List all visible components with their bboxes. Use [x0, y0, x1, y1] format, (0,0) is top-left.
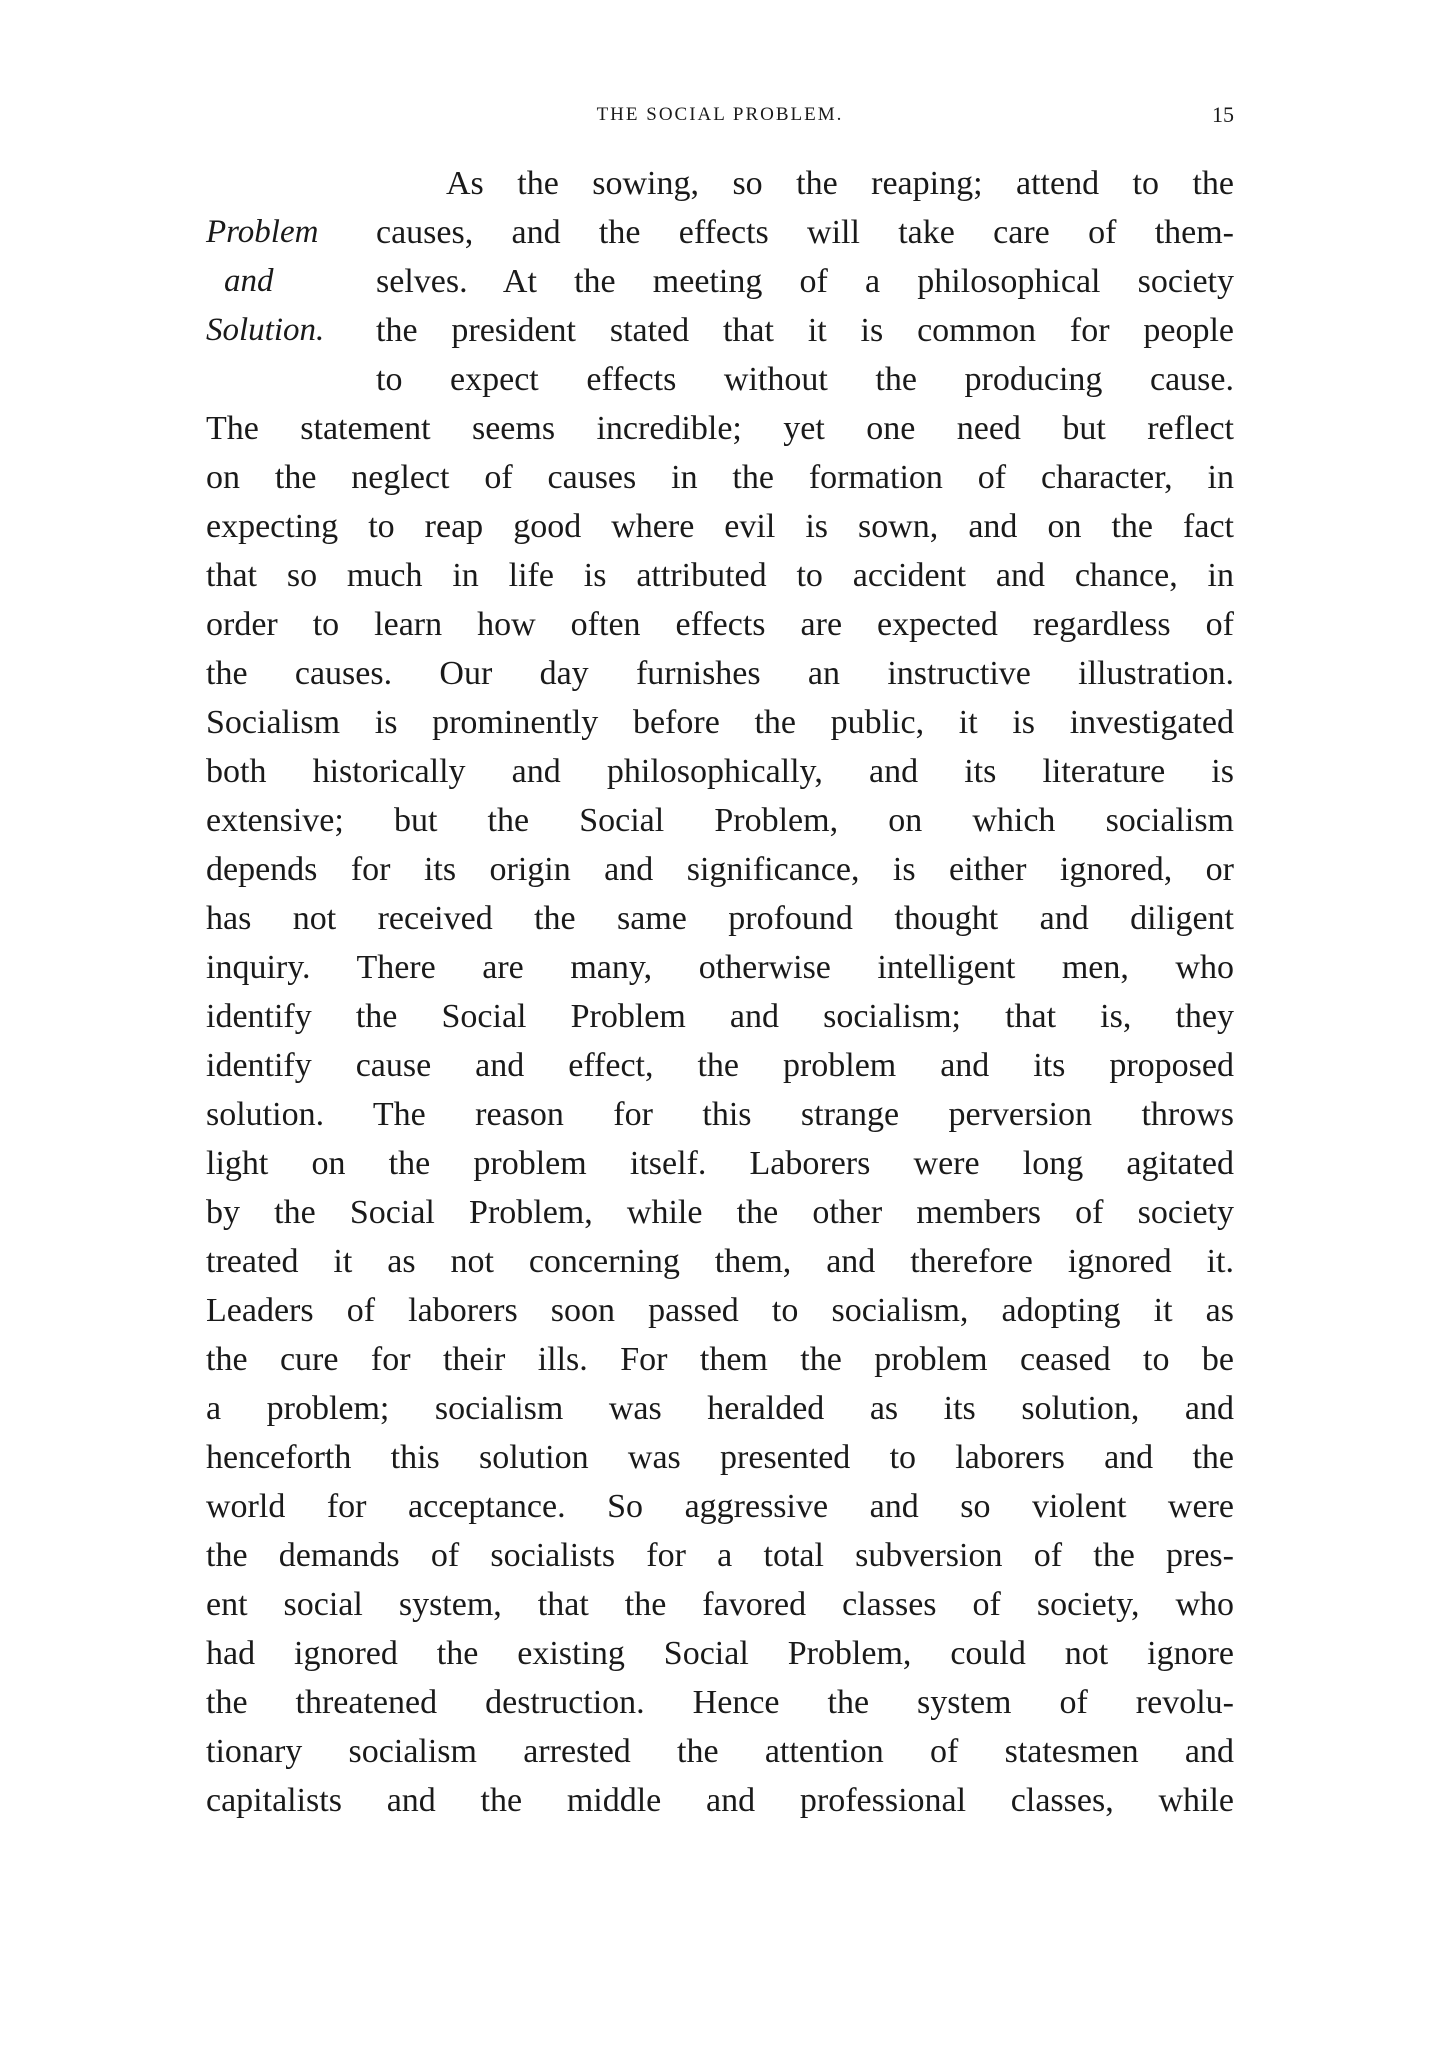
- text-line: the president stated that it is common for people: [376, 312, 1234, 349]
- text-line: the demands of socialists for a total subversion of the pres-: [206, 1537, 1234, 1574]
- text-line: As the sowing, so the reaping; attend to the: [446, 165, 1234, 202]
- text-line: has not received the same profound thought and diligent: [206, 900, 1234, 937]
- text-line: selves. At the meeting of a philosophical society: [376, 263, 1234, 300]
- text-line: Leaders of laborers soon passed to socialism, adopting it as: [206, 1292, 1234, 1329]
- text-line: light on the problem itself. Laborers were long agitated: [206, 1145, 1234, 1182]
- text-line: identify the Social Problem and socialism; that is, they: [206, 998, 1234, 1035]
- text-line: treated it as not concerning them, and therefore ignored it.: [206, 1243, 1234, 1280]
- text-line: henceforth this solution was presented to laborers and the: [206, 1439, 1234, 1476]
- text-line: on the neglect of causes in the formation of character, in: [206, 459, 1234, 496]
- text-line: the cure for their ills. For them the problem ceased to be: [206, 1341, 1234, 1378]
- running-head: [206, 100, 1234, 130]
- text-line: had ignored the existing Social Problem, could not ignore: [206, 1635, 1234, 1672]
- text-line: the causes. Our day furnishes an instructive illustration.: [206, 655, 1234, 692]
- text-line: depends for its origin and significance, is either ignored, or: [206, 851, 1234, 888]
- text-line: by the Social Problem, while the other members of society: [206, 1194, 1234, 1231]
- text-line: expecting to reap good where evil is sown, and on the fact: [206, 508, 1234, 545]
- text-line: Socialism is prominently before the public, it is investigated: [206, 704, 1234, 741]
- text-line: causes, and the effects will take care of them-: [376, 214, 1234, 251]
- text-line: The statement seems incredible; yet one need but reflect: [206, 410, 1234, 447]
- margin-note-line: Solution.: [206, 312, 325, 348]
- text-line: solution. The reason for this strange perversion throws: [206, 1096, 1234, 1133]
- text-line: the threatened destruction. Hence the system of revolu-: [206, 1684, 1234, 1721]
- text-line: order to learn how often effects are expected regardless of: [206, 606, 1234, 643]
- text-line: that so much in life is attributed to accident and chance, in: [206, 557, 1234, 594]
- text-line: tionary socialism arrested the attention of statesmen and: [206, 1733, 1234, 1770]
- text-line: to expect effects without the producing cause.: [376, 361, 1234, 398]
- text-line: a problem; socialism was heralded as its solution, and: [206, 1390, 1234, 1427]
- text-line: ent social system, that the favored classes of society, who: [206, 1586, 1234, 1623]
- running-title: THE SOCIAL PROBLEM.: [596, 104, 844, 125]
- text-line: capitalists and the middle and professional classes, while: [206, 1782, 1234, 1819]
- body-text: [206, 159, 1234, 1825]
- margin-note-line: Problem: [206, 214, 319, 250]
- text-line: both historically and philosophically, and its literature is: [206, 753, 1234, 790]
- text-line: inquiry. There are many, otherwise intelligent men, who: [206, 949, 1234, 986]
- margin-note-line: and: [224, 263, 274, 299]
- page-number: 15: [1212, 102, 1234, 127]
- text-line: extensive; but the Social Problem, on which socialism: [206, 802, 1234, 839]
- text-line: world for acceptance. So aggressive and so violent were: [206, 1488, 1234, 1525]
- text-line: identify cause and effect, the problem and its proposed: [206, 1047, 1234, 1084]
